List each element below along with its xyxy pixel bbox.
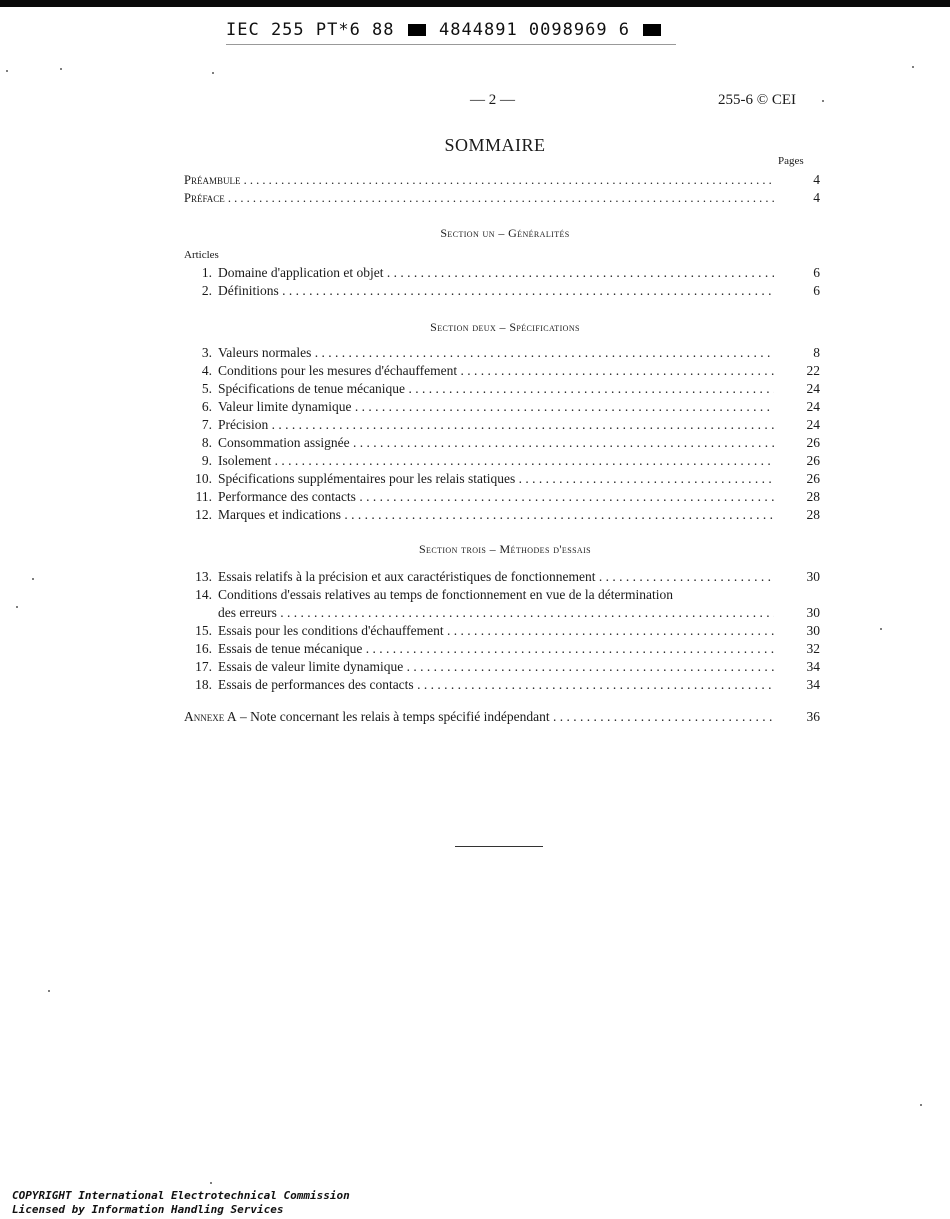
toc-entry-number: 9. [201, 453, 212, 468]
toc-entry-label: Performance des contacts . . . [218, 488, 774, 506]
license-line: Licensed by Information Handling Services [12, 1203, 284, 1216]
scan-speck [16, 606, 18, 608]
toc-entry-article-14-continued[interactable] [184, 604, 824, 622]
toc-entry-label: Préface . . . [184, 189, 774, 207]
scan-speck [212, 72, 214, 74]
toc-entry-number: 15. [195, 623, 212, 638]
toc-entry-page: 36 [806, 709, 820, 724]
toc-entry-number: 16. [195, 641, 212, 656]
toc-entry-article-4[interactable] [184, 362, 824, 380]
toc-entry-label: Préambule . . . [184, 171, 774, 189]
toc-entry-label: Valeurs normales . . . [218, 344, 774, 362]
toc-entry-number: 17. [195, 659, 212, 674]
header-code-text: IEC 255 PT*6 88 [226, 20, 395, 40]
scan-speck [880, 628, 882, 630]
scan-speck [60, 68, 62, 70]
annex-word: Annexe A [184, 709, 237, 724]
header-code-number: 4844891 0098969 6 [439, 20, 631, 40]
toc-entry-page: 24 [806, 399, 820, 414]
header-code-strip [226, 20, 676, 45]
toc-entry-page: 26 [806, 453, 820, 468]
toc-entry-number: 11. [195, 489, 212, 504]
toc-entry-number: 10. [195, 471, 212, 486]
scan-speck [210, 1182, 212, 1184]
toc-entry-page: 4 [813, 190, 820, 205]
toc-entry-page: 30 [806, 605, 820, 620]
toc-entry-article-13[interactable] [184, 568, 824, 586]
copyright-footer [12, 1189, 350, 1217]
scan-speck [32, 578, 34, 580]
page-number: — 2 — [470, 92, 515, 108]
toc-entry-label: Conditions d'essais relatives au temps de fonctionnement en vue de la détermination [218, 587, 673, 602]
scan-speck [822, 100, 824, 102]
toc-entry-label: Essais de valeur limite dynamique . . . [218, 658, 774, 676]
toc-entry-page: 28 [806, 489, 820, 504]
toc-entry-label: Conditions pour les mesures d'échauffement . . . [218, 362, 774, 380]
toc-entry-page: 24 [806, 417, 820, 432]
section-heading-specifications: Section deux – Spécifications [430, 320, 580, 334]
toc-entry-article-1[interactable] [184, 264, 824, 282]
articles-label: Articles [184, 249, 219, 261]
toc-entry-number: 2. [201, 283, 212, 298]
scan-top-bar [0, 0, 950, 7]
annex-title: – Note concernant les relais à temps spécifié indépendant [240, 709, 550, 724]
toc-entry-page: 6 [813, 265, 820, 280]
toc-entry-page: 22 [806, 363, 820, 378]
toc-entry-preface[interactable] [184, 189, 824, 207]
toc-entry-label [184, 708, 774, 726]
scan-speck [920, 1104, 922, 1106]
toc-entry-number: 13. [195, 569, 212, 584]
toc-entry-article-8[interactable] [184, 434, 824, 452]
toc-entry-number: 14. [195, 587, 212, 602]
toc-entry-page: 28 [806, 507, 820, 522]
toc-entry-article-9[interactable] [184, 452, 824, 470]
scan-speck [6, 70, 8, 72]
toc-entry-article-15[interactable] [184, 622, 824, 640]
toc-entry-label: Essais pour les conditions d'échauffement . . . [218, 622, 774, 640]
toc-entry-number: 7. [201, 417, 212, 432]
toc-entry-number: 12. [195, 507, 212, 522]
toc-entry-article-17[interactable] [184, 658, 824, 676]
toc-entry-number: 1. [201, 265, 212, 280]
section-heading-methodes-essais: Section trois – Méthodes d'essais [418, 542, 592, 556]
toc-entry-page: 34 [806, 677, 820, 692]
toc-entry-label: Précision . . . [218, 416, 774, 434]
toc-entry-number: 4. [201, 363, 212, 378]
toc-entry-page: 30 [806, 623, 820, 638]
toc-entry-number: 8. [201, 435, 212, 450]
toc-entry-article-14[interactable] [184, 586, 824, 604]
toc-entry-number: 6. [201, 399, 212, 414]
section-heading-generalites: Section un – Généralités [440, 226, 570, 240]
page-title: SOMMAIRE [444, 135, 546, 155]
toc-entry-number: 3. [201, 345, 212, 360]
toc-entry-page: 4 [813, 172, 820, 187]
toc-entry-label: Consommation assignée . . . [218, 434, 774, 452]
toc-entry-annex-a[interactable] [184, 708, 824, 726]
scan-speck [48, 990, 50, 992]
redaction-block-icon [643, 24, 661, 36]
end-rule [455, 846, 543, 847]
toc-entry-article-12[interactable] [184, 506, 824, 524]
toc-entry-page: 26 [806, 471, 820, 486]
toc-entry-article-6[interactable] [184, 398, 824, 416]
toc-entry-label: Essais de performances des contacts . . . [218, 676, 774, 694]
document-reference: 255-6 © CEI [718, 92, 797, 108]
toc-entry-label: Essais de tenue mécanique . . . [218, 640, 774, 658]
toc-entry-article-7[interactable] [184, 416, 824, 434]
toc-entry-label: Spécifications de tenue mécanique . . . [218, 380, 774, 398]
toc-entry-article-5[interactable] [184, 380, 824, 398]
toc-entry-page: 8 [813, 345, 820, 360]
toc-entry-label: Domaine d'application et objet . . . [218, 264, 774, 282]
toc-entry-page: 24 [806, 381, 820, 396]
pages-column-label: Pages [778, 155, 804, 167]
toc-entry-article-16[interactable] [184, 640, 824, 658]
toc-entry-label: Isolement . . . [218, 452, 774, 470]
toc-entry-label-continued: des erreurs . . . [218, 604, 774, 622]
toc-entry-page: 26 [806, 435, 820, 450]
toc-entry-label: Valeur limite dynamique . . . [218, 398, 774, 416]
toc-entry-page: 32 [806, 641, 820, 656]
toc-entry-article-3[interactable] [184, 344, 824, 362]
toc-entry-label: Marques et indications . . . [218, 506, 774, 524]
toc-entry-article-2[interactable] [184, 282, 824, 300]
scan-speck [912, 66, 914, 68]
toc-entry-preambule[interactable] [184, 171, 824, 189]
toc-entry-label: Définitions . . . [218, 282, 774, 300]
toc-entry-page: 30 [806, 569, 820, 584]
toc-entry-number: 5. [201, 381, 212, 396]
toc-entry-number: 18. [195, 677, 212, 692]
toc-entry-page: 6 [813, 283, 820, 298]
toc-entry-article-10[interactable] [184, 470, 824, 488]
redaction-block-icon [408, 24, 426, 36]
toc-entry-article-11[interactable] [184, 488, 824, 506]
copyright-line: COPYRIGHT International Electrotechnical Commission [12, 1189, 350, 1202]
toc-entry-label: Essais relatifs à la précision et aux caractéristiques de fonctionnement . . . [218, 568, 774, 586]
toc-entry-page: 34 [806, 659, 820, 674]
toc-entry-label: Spécifications supplémentaires pour les relais statiques . . . [218, 470, 774, 488]
toc-entry-article-18[interactable] [184, 676, 824, 694]
